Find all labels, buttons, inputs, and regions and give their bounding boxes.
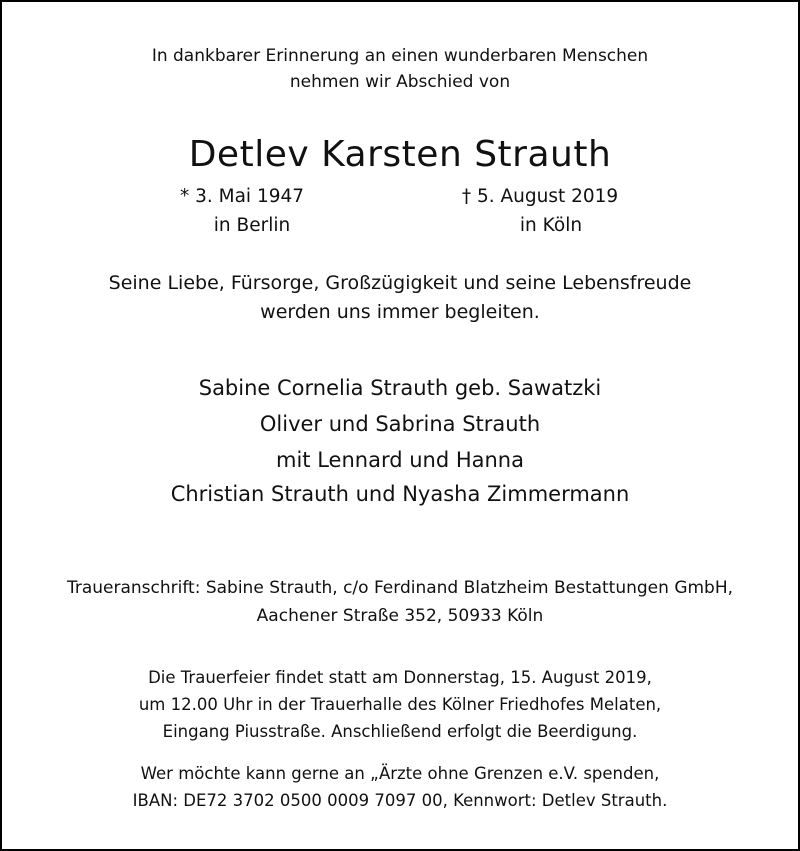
intro-line-2: nehmen wir Abschied von xyxy=(289,72,511,92)
donation-line-2: IBAN: DE72 3702 0500 0009 7097 00, Kennwort: Detlev Strauth. xyxy=(132,791,668,810)
mourning-address-line-2: Aachener Straße 352, 50933 Köln xyxy=(256,606,544,626)
deceased-name: Detlev Karsten Strauth xyxy=(188,134,612,175)
birth-date: * 3. Mai 1947 xyxy=(179,186,305,207)
mourner-3: mit Lennard und Hanna xyxy=(276,448,524,472)
mourner-1: Sabine Cornelia Strauth geb. Sawatzki xyxy=(198,376,602,400)
mourner-2: Oliver und Sabrina Strauth xyxy=(259,412,541,436)
service-line-1: Die Trauerfeier findet statt am Donnerstag, 15. August 2019, xyxy=(148,668,652,687)
mourner-4: Christian Strauth und Nyasha Zimmermann xyxy=(170,482,630,506)
mourning-address-line-1: Traueranschrift: Sabine Strauth, c/o Ferdinand Blatzheim Bestattungen GmbH, xyxy=(66,578,734,598)
service-line-2: um 12.00 Uhr in der Trauerhalle des Kölner Friedhofes Melaten, xyxy=(138,695,662,714)
service-line-3: Eingang Piusstraße. Anschließend erfolgt die Beerdigung. xyxy=(162,722,638,741)
death-date: † 5. August 2019 xyxy=(461,186,619,207)
intro-line-1: In dankbarer Erinnerung an einen wunderbaren Menschen xyxy=(151,46,649,66)
tribute-line-2: werden uns immer begleiten. xyxy=(260,301,540,323)
tribute-line-1: Seine Liebe, Fürsorge, Großzügigkeit und seine Lebensfreude xyxy=(108,272,692,294)
death-place: in Köln xyxy=(519,215,583,236)
birth-place: in Berlin xyxy=(213,215,291,236)
donation-line-1: Wer möchte kann gerne an „Ärzte ohne Grenzen e.V. spenden, xyxy=(140,764,660,783)
